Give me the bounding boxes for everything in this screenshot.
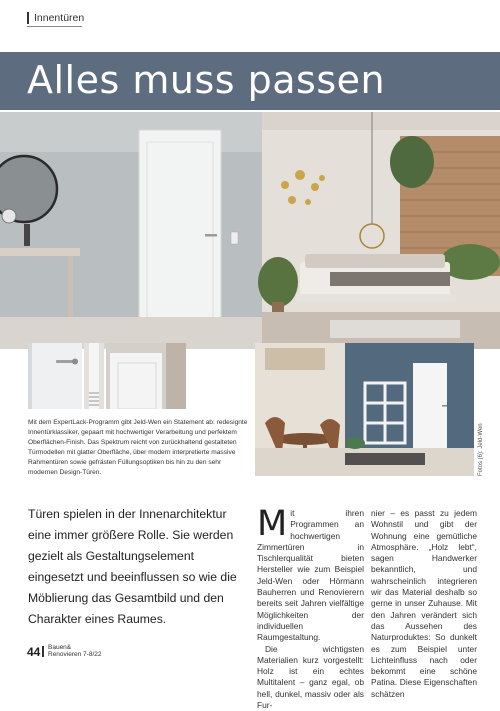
body-paragraph-1: it ihren Programmen an hochwertigen Zimmertüren in Tischlerqualität bieten Hersteller wie zum Beispiel Jeld-Wen oder Hörmann Bauherren und Renovierern bereits seit Jahren vielfältige Möglichkeiten der individuellen Raumgestaltung. xyxy=(257,508,364,643)
page-title: Alles muss passen xyxy=(27,58,386,102)
body-column-1 xyxy=(257,504,364,711)
hero-photo-illustration xyxy=(0,112,500,349)
door-handle-photo xyxy=(28,343,82,409)
living-room-photo xyxy=(255,343,474,476)
door-edge-photo xyxy=(84,343,104,409)
door-panel-photo xyxy=(106,343,186,409)
drop-cap: M xyxy=(257,504,288,544)
photo-credit: Fotos (6): Jeld-Wen xyxy=(478,423,484,476)
section-underline xyxy=(27,26,82,27)
lead-paragraph: Türen spielen in der Innenarchitektur eine immer größere Rolle. Sie werden gezielt als Gestaltungselement eingesetzt und beeinflussen so wie die Möblierung das Gesamtbild und den Charakter eines Raumes. xyxy=(28,507,237,626)
body-paragraph-2: Die wichtigsten Materialien kurz vorgestellt: Holz ist ein echtes Multitalent – ganz egal, ob hell, dunkel, massiv oder als Fur- xyxy=(257,643,364,711)
magazine-name xyxy=(48,644,101,658)
footer-divider xyxy=(42,646,44,657)
hero-photo xyxy=(0,112,500,349)
page-number: 44 xyxy=(27,645,41,659)
body-paragraph-3: nier – es passt zu jedem Wohnstil und gibt der Wohnung eine gemütliche Atmosphäre. „Holz lebt“, sagen Handwerker bekanntlich, und wahrscheinlich integrieren wir das Material deshalb so gerne in unser Zuhause. Mit den Jahren verändert sich das Aussehen des Naturproduktes: So dunkelt es zum Beispiel unter Lichteinfluss nach oder bekommt eine schöne Patina. Diese Eigenschaften schätzen xyxy=(371,508,477,699)
section-label: Innentüren xyxy=(27,12,84,24)
photo-caption: Mit dem ExpertLack-Programm gibt Jeld-Wen ein Statement ab: redesignte Innentürklassiker, gepaart mit hochwertiger Verarbeitung und perfektem Oberflächen-Finish. Das Spektrum reicht von zurückhaltend gestalteten Türmodellen mit glatter Oberfläche, über modern interpretierte massive Rahmentüren sowie gefrästen Füllungsoptiken bis hin zu den sehr modernen Design-Türen. xyxy=(28,419,248,476)
magazine-name-line-1: Bauen& xyxy=(48,644,72,651)
body-column-2 xyxy=(371,508,477,700)
magazine-issue: Renovieren 7-8/22 xyxy=(48,651,102,658)
